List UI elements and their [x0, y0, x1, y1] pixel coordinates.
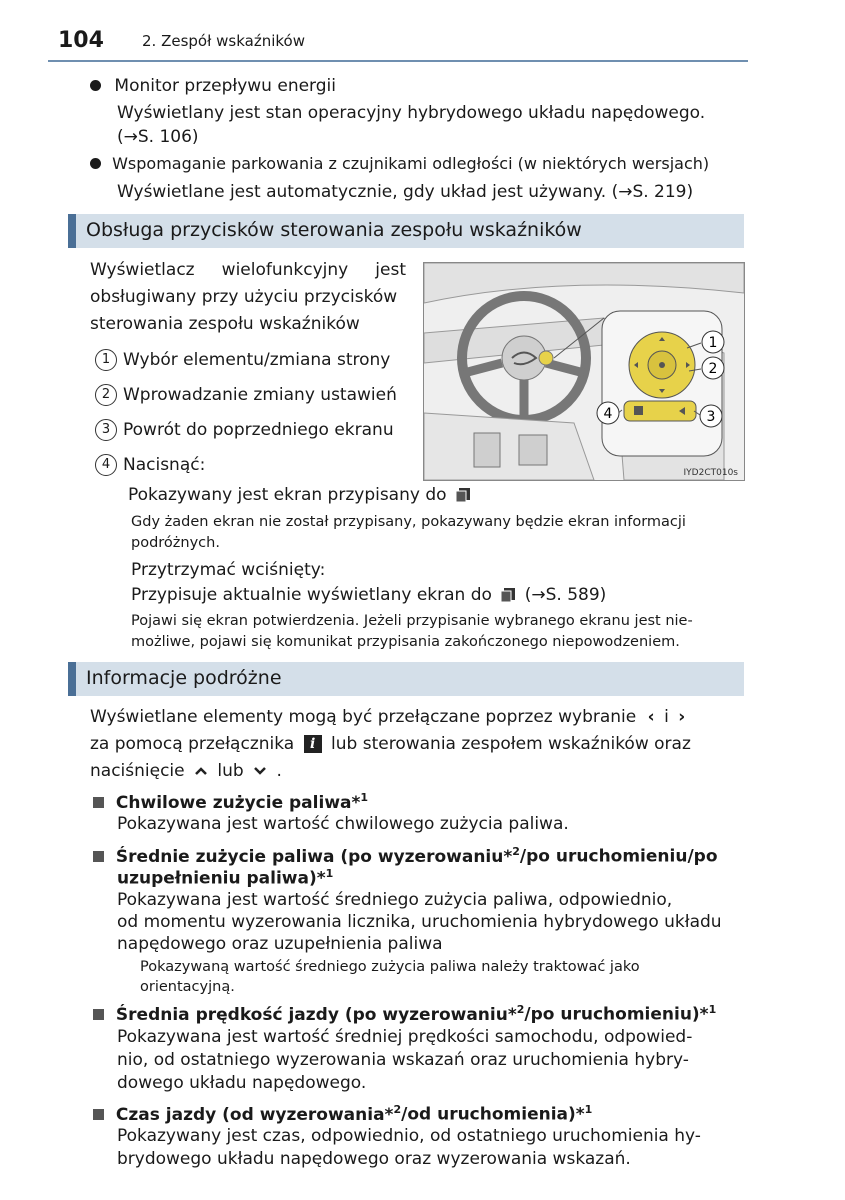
entry-desc: Pokazywany jest czas, odpowiednio, od ostatniego uruchomienia hy- — [117, 1126, 701, 1146]
note-line: możliwe, pojawi się komunikat przypisania zakończonego niepowodzeniem. — [131, 634, 680, 650]
chevron-left-icon: ‹ — [647, 707, 655, 727]
section1-paragraph-line3: sterowania zespołu wskaźników — [90, 314, 360, 334]
section1-paragraph-line2: obsługiwany przy użyciu przycisków — [90, 287, 398, 307]
control-item-3: 3 Powrót do poprzedniego ekranu — [95, 418, 394, 442]
section-heading-bar — [68, 214, 744, 248]
bullet-icon — [90, 158, 101, 169]
assign-description: Przypisuje aktualnie wyświetlany ekran do (→S. 589) — [131, 585, 607, 605]
control-item-1: 1 Wybór elementu/zmiana strony — [95, 348, 390, 372]
header-divider — [48, 60, 748, 62]
entry-desc: brydowego układu napędowego oraz wyzerowania wskazań. — [117, 1149, 631, 1169]
entry-desc: nio, od ostatniego wyzerowania wskazań oraz uruchomienia hybry- — [117, 1050, 689, 1070]
info-switch-icon: i — [304, 735, 322, 753]
entry-note: orientacyjną. — [140, 979, 235, 995]
press-description: Pokazywany jest ekran przypisany do — [128, 483, 470, 507]
chevron-right-icon: › — [678, 707, 686, 727]
entry-title: Średnia prędkość jazdy (po wyzerowaniu*$^2$/po uruchomieniu)*$^1$ — [93, 998, 716, 1027]
control-item-2: 2 Wprowadzanie zmiany ustawień — [95, 383, 397, 407]
svg-text:4: 4 — [603, 406, 613, 422]
intro-item-1: Monitor przepływu energii — [90, 74, 336, 98]
entry-desc: Pokazywana jest wartość średniego zużycia paliwa, odpowiednio, — [117, 890, 673, 910]
section1-paragraph-line1: Wyświetlacz wielofunkcyjny jest — [90, 260, 406, 280]
chevron-up-icon — [194, 766, 208, 776]
note-line: Gdy żaden ekran nie został przypisany, pokazywany będzie ekran informacji — [131, 514, 686, 530]
screen-assign-icon — [456, 488, 470, 502]
svg-text:1: 1 — [708, 335, 718, 351]
section2-paragraph-line2: za pomocą przełącznika i lub sterowania zespołem wskaźników oraz — [90, 734, 691, 754]
section-title: Informacje podróżne — [86, 667, 282, 689]
square-bullet-icon — [93, 1009, 104, 1020]
svg-text:3: 3 — [706, 409, 716, 425]
chapter-title: 2. Zespół wskaźników — [142, 32, 305, 50]
entry-desc: dowego układu napędowego. — [117, 1073, 367, 1093]
control-item-4: 4 Nacisnąć: — [95, 453, 205, 477]
entry-desc: od momentu wyzerowania licznika, uruchomienia hybrydowego układu — [117, 912, 722, 932]
hold-label: Przytrzymać wciśnięty: — [131, 560, 326, 580]
entry-note: Pokazywaną wartość średniego zużycia paliwa należy traktować jako — [140, 959, 640, 975]
square-bullet-icon — [93, 797, 104, 808]
steering-wheel-illustration — [423, 262, 745, 481]
note-line: podróżnych. — [131, 535, 220, 551]
entry-desc: Pokazywana jest wartość średniej prędkości samochodu, odpowied- — [117, 1027, 693, 1047]
square-bullet-icon — [93, 1109, 104, 1120]
svg-text:2: 2 — [708, 361, 718, 377]
intro-item-1-ref: (→S. 106) — [117, 127, 199, 147]
section-title: Obsługa przycisków sterowania zespołu wskaźników — [86, 219, 582, 241]
section2-paragraph-line1: Wyświetlane elementy mogą być przełączane poprzez wybranie ‹ i › — [90, 707, 686, 727]
entry-title-cont: uzupełnieniu paliwa)*$^1$ — [117, 867, 334, 889]
entry-title: Chwilowe zużycie paliwa*$^1$ — [93, 786, 368, 815]
entry-title: Czas jazdy (od wyzerowania*$^2$/od uruchomienia)*$^1$ — [93, 1098, 592, 1127]
screen-assign-icon — [501, 588, 515, 602]
section2-paragraph-line3: naciśnięcie lub . — [90, 761, 282, 781]
entry-desc: napędowego oraz uzupełnienia paliwa — [117, 934, 443, 954]
bullet-icon — [90, 80, 101, 91]
section-heading-bar — [68, 662, 744, 696]
entry-title: Średnie zużycie paliwa (po wyzerowaniu*$^2$/po uruchomieniu/po — [93, 840, 718, 869]
square-bullet-icon — [93, 851, 104, 862]
entry-desc: Pokazywana jest wartość chwilowego zużycia paliwa. — [117, 814, 569, 834]
note-line: Pojawi się ekran potwierdzenia. Jeżeli przypisanie wybranego ekranu jest nie- — [131, 613, 693, 629]
intro-item-2-desc: Wyświetlane jest automatycznie, gdy układ jest używany. (→S. 219) — [117, 182, 694, 202]
page-number: 104 — [58, 28, 104, 53]
image-code: IYD2CT010s — [683, 468, 738, 478]
intro-item-2: Wspomaganie parkowania z czujnikami odległości (w niektórych wersjach) — [90, 152, 709, 176]
chevron-down-icon — [253, 766, 267, 776]
intro-item-1-desc: Wyświetlany jest stan operacyjny hybrydowego układu napędowego. — [117, 103, 706, 123]
